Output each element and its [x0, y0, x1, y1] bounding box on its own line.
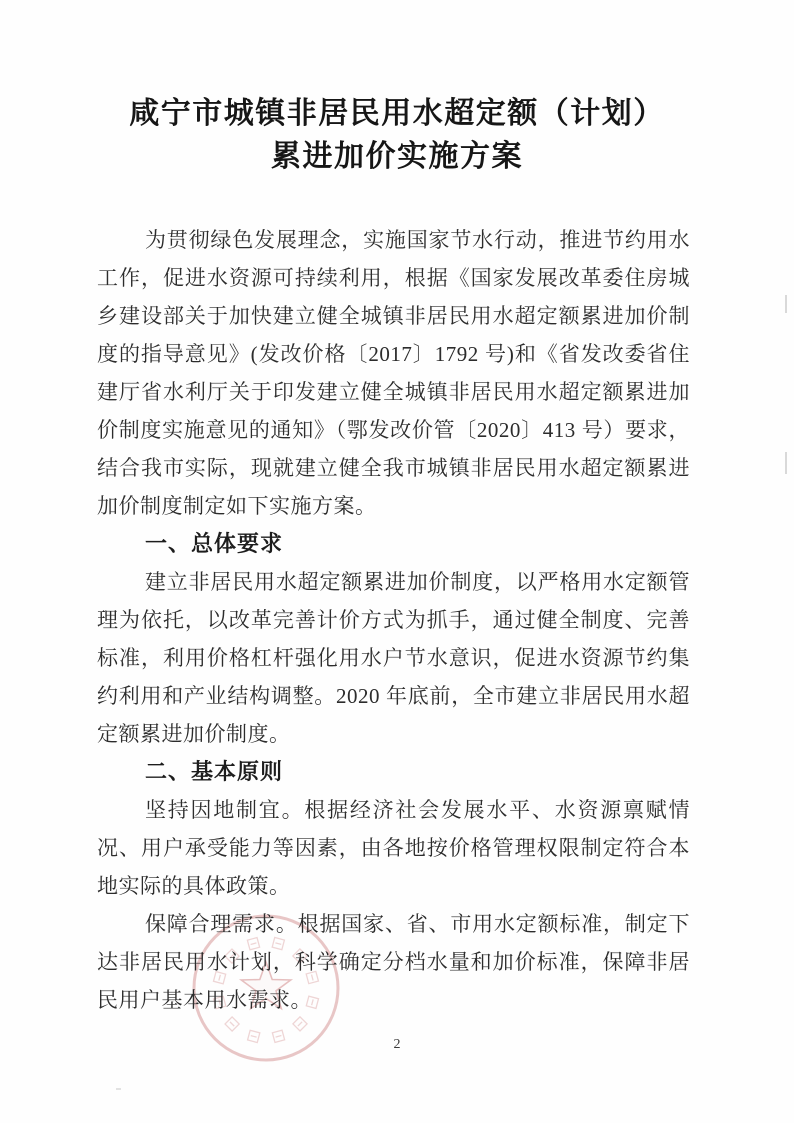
body-paragraph: 坚持因地制宜。根据经济社会发展水平、水资源禀赋情况、用户承受能力等因素，由各地按价格管理权限制定符合本地实际的具体政策。 [97, 798, 690, 898]
scan-artifact [785, 452, 787, 474]
section-heading: 二、基本原则 [145, 759, 284, 784]
page-number: 2 [393, 1037, 401, 1052]
title-line-1: 咸宁市城镇非居民用水超定额（计划） [129, 97, 665, 130]
body-paragraph: 为贯彻绿色发展理念，实施国家节水行动，推进节约用水工作，促进水资源可持续利用，根据《国家发展改革委住房城乡建设部关于加快建立健全城镇非居民用水超定额累进加价制度的指导意见》(发改价格〔2017〕1792 号)和《省发改委省住建厅省水利厅关于印发建立健全城镇非居民用水超定额累进加价制度实施意见的通知》（鄂发改价管〔2020〕413 号）要求，结合我市实际，现就建立健全我市城镇非居民用水超定额累进加价制度制定如下实施方案。 [97, 228, 690, 518]
body-paragraph: 保障合理需求。根据国家、省、市用水定额标准，制定下达非居民用水计划，科学确定分档水量和加价标准，保障非居民用户基本用水需求。 [97, 912, 690, 1012]
body-paragraph: 建立非居民用水超定额累进加价制度，以严格用水定额管理为依托，以改革完善计价方式为抓手，通过健全制度、完善标准，利用价格杠杆强化用水户节水意识，促进水资源节约集约利用和产业结构调整。2020 年底前，全市建立非居民用水超定额累进加价制度。 [97, 570, 690, 746]
scan-artifact [116, 1088, 121, 1090]
document-title [0, 92, 794, 178]
section-heading: 一、总体要求 [145, 531, 284, 556]
title-line-2: 累进加价实施方案 [271, 140, 523, 173]
document-body [97, 221, 690, 1019]
scan-artifact [785, 295, 787, 313]
